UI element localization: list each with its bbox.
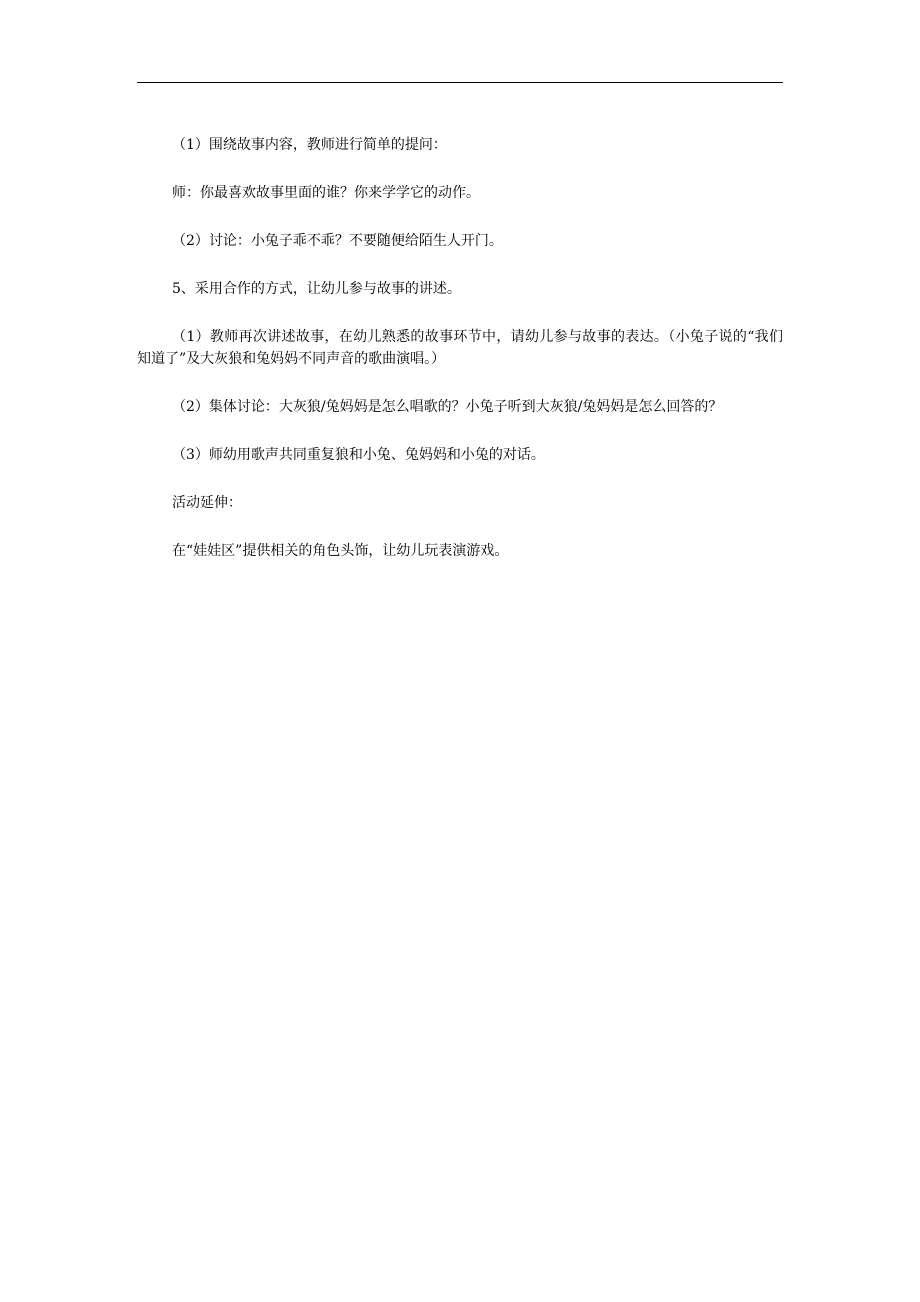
paragraph-discussion: （2）讨论：小兔子乖不乖？不要随便给陌生人开门。 [172, 233, 503, 249]
paragraph-question-intro: （1）围绕故事内容，教师进行简单的提问： [172, 137, 447, 153]
paragraph-group-discussion: （2）集体讨论：大灰狼/兔妈妈是怎么唱歌的？小兔子听到大灰狼/兔妈妈是怎么回答的？ [172, 399, 723, 415]
header-rule [137, 82, 783, 83]
paragraph-extension-content: 在“娃娃区”提供相关的角色头饰，让幼儿玩表演游戏。 [172, 543, 509, 559]
paragraph-teacher-question: 师：你最喜欢故事里面的谁？你来学学它的动作。 [172, 185, 480, 201]
paragraph-sing-dialogue: （3）师幼用歌声共同重复狼和小兔、兔妈妈和小兔的对话。 [172, 447, 545, 463]
paragraph-step-5: 5、采用合作的方式，让幼儿参与故事的讲述。 [172, 281, 461, 297]
paragraph-retell-story: （1）教师再次讲述故事，在幼儿熟悉的故事环节中，请幼儿参与故事的表达。（小兔子说的“我们知道了”及大灰狼和兔妈妈不同声音的歌曲演唱。） [137, 329, 783, 367]
paragraph-extension-heading: 活动延伸： [172, 495, 242, 511]
document-body [137, 134, 783, 588]
